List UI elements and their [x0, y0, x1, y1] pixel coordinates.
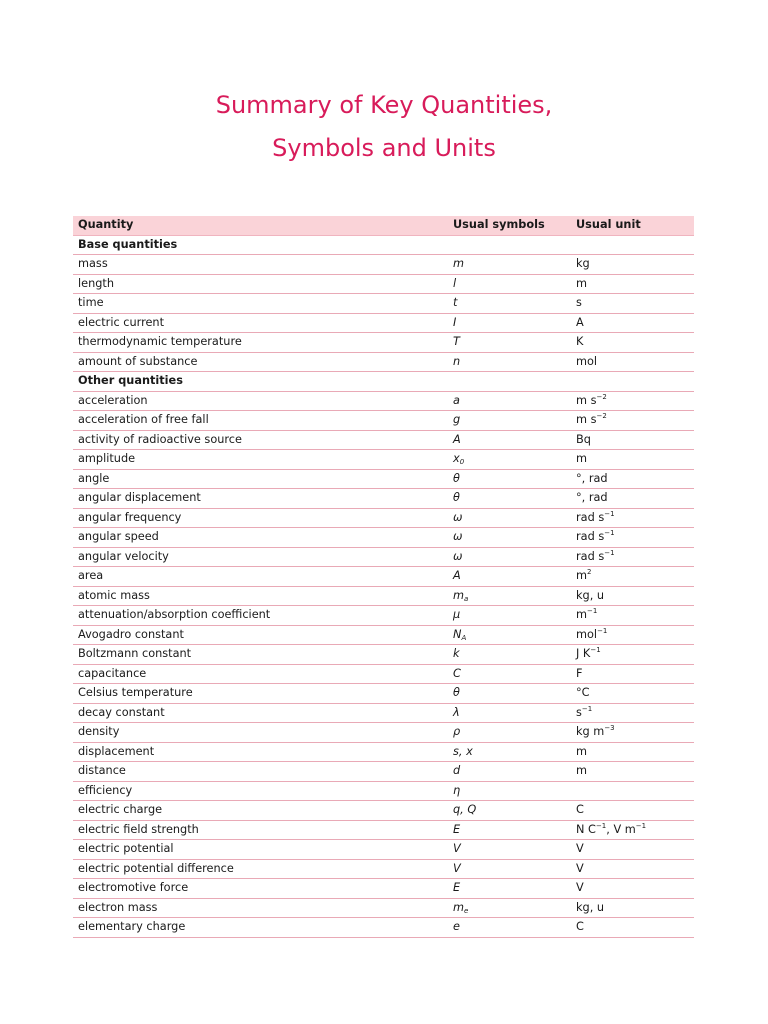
quantity-cell: electron mass	[78, 900, 158, 914]
unit-cell	[576, 353, 597, 372]
unit-text: mol	[576, 354, 598, 368]
unit-exponent: −1	[604, 509, 615, 518]
table-row	[73, 665, 694, 685]
unit-text: kg m	[576, 725, 605, 738]
quantity-cell: angle	[78, 471, 110, 485]
unit-text: mol	[576, 627, 598, 641]
table-row	[73, 645, 694, 665]
symbol-text: k	[453, 647, 460, 660]
table-row	[73, 528, 694, 548]
section-label: Other quantities	[78, 374, 183, 387]
symbol-cell	[453, 782, 460, 801]
unit-cell	[576, 626, 607, 645]
table-row	[73, 509, 694, 529]
unit-cell	[576, 821, 646, 840]
symbol-text: ω	[453, 510, 463, 524]
unit-cell	[576, 860, 584, 879]
quantity-cell: angular velocity	[78, 549, 169, 563]
unit-cell	[576, 899, 604, 918]
unit-text: C	[576, 803, 584, 816]
quantity-cell: thermodynamic temperature	[78, 335, 242, 348]
table-row	[73, 801, 694, 821]
unit-text: m s	[576, 413, 597, 426]
unit-exponent: −1	[604, 548, 615, 557]
unit-cell	[576, 294, 582, 313]
unit-cell	[576, 255, 590, 274]
unit-text: °C	[576, 686, 590, 699]
table-row	[73, 762, 694, 782]
symbol-cell	[453, 821, 460, 840]
unit-text: m	[576, 764, 588, 777]
unit-text: °, rad	[576, 491, 608, 504]
symbol-cell	[453, 294, 457, 313]
unit-cell	[576, 918, 584, 937]
unit-exponent: −1	[604, 529, 615, 537]
table-header	[73, 216, 694, 236]
symbol-text: θ	[453, 471, 460, 485]
symbol-cell	[453, 899, 468, 918]
table-row	[73, 450, 694, 470]
unit-cell	[576, 567, 591, 586]
table-row	[73, 255, 694, 275]
symbol-text: a	[453, 393, 460, 407]
unit-text: m	[576, 452, 588, 465]
unit-text: V	[576, 861, 584, 875]
unit-cell	[576, 743, 587, 762]
page-title-line-2: Symbols and Units	[272, 134, 496, 162]
unit-text: rad s	[576, 530, 605, 543]
table-row	[73, 548, 694, 568]
unit-text: s	[576, 705, 582, 719]
symbol-cell	[453, 879, 460, 898]
unit-cell	[576, 528, 615, 547]
symbol-cell	[453, 509, 462, 528]
symbol-text: m	[453, 588, 465, 602]
quantity-cell: length	[78, 276, 115, 290]
table-row	[73, 821, 694, 841]
symbol-cell	[453, 392, 460, 411]
symbol-text: x	[453, 452, 460, 465]
symbol-text: μ	[453, 608, 461, 621]
symbol-cell	[453, 255, 464, 274]
quantity-cell: acceleration	[78, 393, 148, 407]
unit-cell	[576, 587, 604, 606]
symbol-text: n	[453, 354, 461, 368]
unit-text: °, rad	[576, 471, 608, 485]
unit-cell	[576, 509, 615, 528]
symbol-text: A	[453, 569, 461, 582]
quantity-cell: displacement	[78, 744, 155, 758]
quantity-cell: electric field strength	[78, 822, 199, 836]
unit-cell	[576, 684, 590, 703]
unit-cell	[576, 333, 583, 352]
unit-exponent: −1	[597, 626, 608, 635]
quantity-cell: angular speed	[78, 530, 159, 543]
symbol-cell	[453, 450, 464, 469]
unit-cell	[576, 840, 584, 859]
symbol-text: g	[453, 413, 461, 426]
symbol-cell	[453, 801, 476, 820]
symbol-text: q, Q	[453, 803, 477, 816]
symbol-text: l	[453, 276, 457, 290]
section-label: Base quantities	[78, 237, 178, 251]
unit-text: J K	[576, 647, 591, 660]
table-row	[73, 411, 694, 431]
unit-text: kg	[576, 257, 590, 270]
symbol-cell	[453, 704, 460, 723]
symbol-cell	[453, 860, 461, 879]
symbol-text: θ	[453, 686, 460, 699]
unit-cell	[576, 645, 601, 664]
unit-exponent: −2	[596, 392, 607, 401]
unit-exponent-alt: −1	[635, 821, 647, 830]
quantity-cell: capacitance	[78, 666, 147, 680]
quantities-table	[73, 216, 694, 938]
unit-text: m	[576, 569, 588, 582]
symbol-cell	[453, 431, 461, 450]
table-row	[73, 470, 694, 490]
table-row	[73, 840, 694, 860]
unit-cell	[576, 470, 608, 489]
unit-text: rad s	[576, 510, 605, 524]
table-row	[73, 314, 694, 334]
unit-cell	[576, 801, 584, 820]
symbol-text: E	[453, 881, 461, 894]
table-row	[73, 606, 694, 626]
quantity-cell: atomic mass	[78, 588, 150, 602]
symbol-text: ρ	[453, 725, 461, 738]
symbol-text: d	[453, 764, 461, 777]
unit-exponent: −3	[604, 724, 615, 732]
symbol-subscript: e	[464, 906, 469, 915]
symbol-cell	[453, 762, 460, 781]
unit-cell	[576, 411, 607, 430]
symbol-text: t	[453, 296, 458, 309]
unit-text: K	[576, 335, 584, 348]
symbol-cell	[453, 470, 460, 489]
table-row	[73, 333, 694, 353]
table-row	[73, 860, 694, 880]
unit-text: N C	[576, 822, 596, 836]
quantity-cell: electromotive force	[78, 881, 189, 894]
symbol-text: λ	[453, 705, 460, 719]
quantity-cell: decay constant	[78, 705, 165, 719]
table-body	[73, 236, 694, 938]
table-row	[73, 704, 694, 724]
symbol-cell	[453, 918, 460, 937]
table-row	[73, 626, 694, 646]
quantity-cell: amount of substance	[78, 354, 198, 368]
quantity-cell: electric potential difference	[78, 861, 234, 875]
symbol-subscript: A	[461, 633, 467, 642]
header-symbols: Usual symbols	[453, 218, 545, 231]
unit-exponent: −2	[596, 412, 607, 420]
quantity-cell: amplitude	[78, 452, 136, 465]
unit-cell	[576, 314, 584, 333]
table-row	[73, 879, 694, 899]
unit-cell	[576, 392, 607, 411]
quantity-cell: efficiency	[78, 783, 133, 797]
quantity-cell: electric potential	[78, 842, 174, 855]
unit-text: m	[576, 276, 588, 290]
header-unit: Usual unit	[576, 218, 641, 231]
unit-exponent: −1	[595, 821, 607, 830]
unit-exponent: −1	[581, 704, 593, 713]
unit-cell	[576, 704, 592, 723]
symbol-cell	[453, 723, 460, 742]
quantity-cell: Boltzmann constant	[78, 647, 192, 660]
table-row	[73, 782, 694, 802]
symbol-text: m	[453, 257, 465, 270]
table-row	[73, 723, 694, 743]
quantity-cell: density	[78, 725, 120, 738]
page-title	[0, 84, 768, 170]
symbol-cell	[453, 548, 462, 567]
symbol-text: E	[453, 822, 461, 836]
quantity-cell: electric charge	[78, 803, 163, 816]
symbol-text: θ	[453, 491, 460, 504]
unit-text-alt: , V m	[606, 822, 636, 836]
symbol-cell	[453, 275, 456, 294]
section-heading	[73, 372, 694, 392]
symbol-cell	[453, 684, 460, 703]
quantity-cell: Avogadro constant	[78, 627, 184, 641]
symbol-text: V	[453, 861, 461, 875]
table-row	[73, 392, 694, 412]
symbol-text: ω	[453, 549, 463, 563]
table-row	[73, 684, 694, 704]
header-quantity: Quantity	[78, 218, 134, 231]
symbol-text: e	[453, 920, 460, 933]
unit-cell	[576, 548, 615, 567]
unit-cell	[576, 762, 587, 781]
unit-text: Bq	[576, 432, 591, 446]
symbol-text: s, x	[453, 744, 473, 758]
unit-text: m	[576, 744, 588, 758]
unit-exponent: −1	[590, 646, 601, 654]
table-row	[73, 567, 694, 587]
quantity-cell: mass	[78, 257, 108, 270]
table-row	[73, 587, 694, 607]
quantity-cell: distance	[78, 764, 126, 777]
quantity-cell: attenuation/absorption coefficient	[78, 608, 271, 621]
unit-cell	[576, 723, 615, 742]
unit-cell	[576, 431, 591, 450]
symbol-text: A	[453, 432, 461, 446]
unit-text: A	[576, 315, 584, 329]
symbol-text: η	[453, 783, 461, 797]
symbol-cell	[453, 587, 468, 606]
unit-text: m	[576, 608, 588, 621]
symbol-cell	[453, 567, 461, 586]
symbol-text: m	[453, 900, 465, 914]
unit-cell	[576, 879, 584, 898]
unit-exponent: −1	[587, 607, 598, 615]
symbol-subscript: 0	[459, 458, 465, 466]
unit-text: rad s	[576, 549, 605, 563]
unit-text: m s	[576, 393, 597, 407]
unit-text: F	[576, 666, 583, 680]
symbol-text: T	[453, 335, 460, 348]
table-row	[73, 353, 694, 373]
quantity-cell: electric current	[78, 315, 165, 329]
symbol-cell	[453, 353, 460, 372]
symbol-cell	[453, 489, 460, 508]
symbol-cell	[453, 333, 460, 352]
symbol-cell	[453, 743, 473, 762]
symbol-cell	[453, 626, 466, 645]
table-row	[73, 275, 694, 295]
unit-exponent: 2	[587, 568, 592, 576]
table-row	[73, 899, 694, 919]
symbol-cell	[453, 606, 460, 625]
quantity-cell: elementary charge	[78, 920, 186, 933]
page-title-line-1: Summary of Key Quantities,	[215, 91, 553, 119]
symbol-cell	[453, 645, 460, 664]
unit-text: V	[576, 881, 584, 894]
table-row	[73, 294, 694, 314]
unit-text: s	[576, 296, 582, 309]
unit-cell	[576, 606, 597, 625]
table-row	[73, 489, 694, 509]
symbol-text: V	[453, 842, 461, 855]
quantity-cell: acceleration of free fall	[78, 413, 209, 426]
symbol-text: I	[453, 315, 457, 329]
symbol-cell	[453, 411, 460, 430]
symbol-text: ω	[453, 530, 463, 543]
unit-cell	[576, 665, 583, 684]
unit-cell	[576, 275, 587, 294]
quantity-cell: Celsius temperature	[78, 686, 193, 699]
unit-cell	[576, 450, 587, 469]
symbol-cell	[453, 665, 461, 684]
table-row	[73, 918, 694, 938]
unit-text: C	[576, 920, 584, 933]
unit-text: V	[576, 842, 584, 855]
quantity-cell: activity of radioactive source	[78, 432, 242, 446]
quantity-cell: angular displacement	[78, 491, 201, 504]
quantity-cell: area	[78, 569, 104, 582]
unit-text: kg, u	[576, 588, 605, 602]
symbol-cell	[453, 840, 461, 859]
unit-text: kg, u	[576, 900, 605, 914]
table-row	[73, 431, 694, 451]
section-heading	[73, 236, 694, 256]
table-row	[73, 743, 694, 763]
symbol-text: C	[453, 666, 461, 680]
symbol-cell	[453, 314, 456, 333]
quantity-cell: angular frequency	[78, 510, 182, 524]
symbol-subscript: a	[464, 594, 469, 603]
quantity-cell: time	[78, 296, 104, 309]
symbol-text: N	[453, 627, 462, 641]
symbol-cell	[453, 528, 462, 547]
unit-cell	[576, 489, 608, 508]
